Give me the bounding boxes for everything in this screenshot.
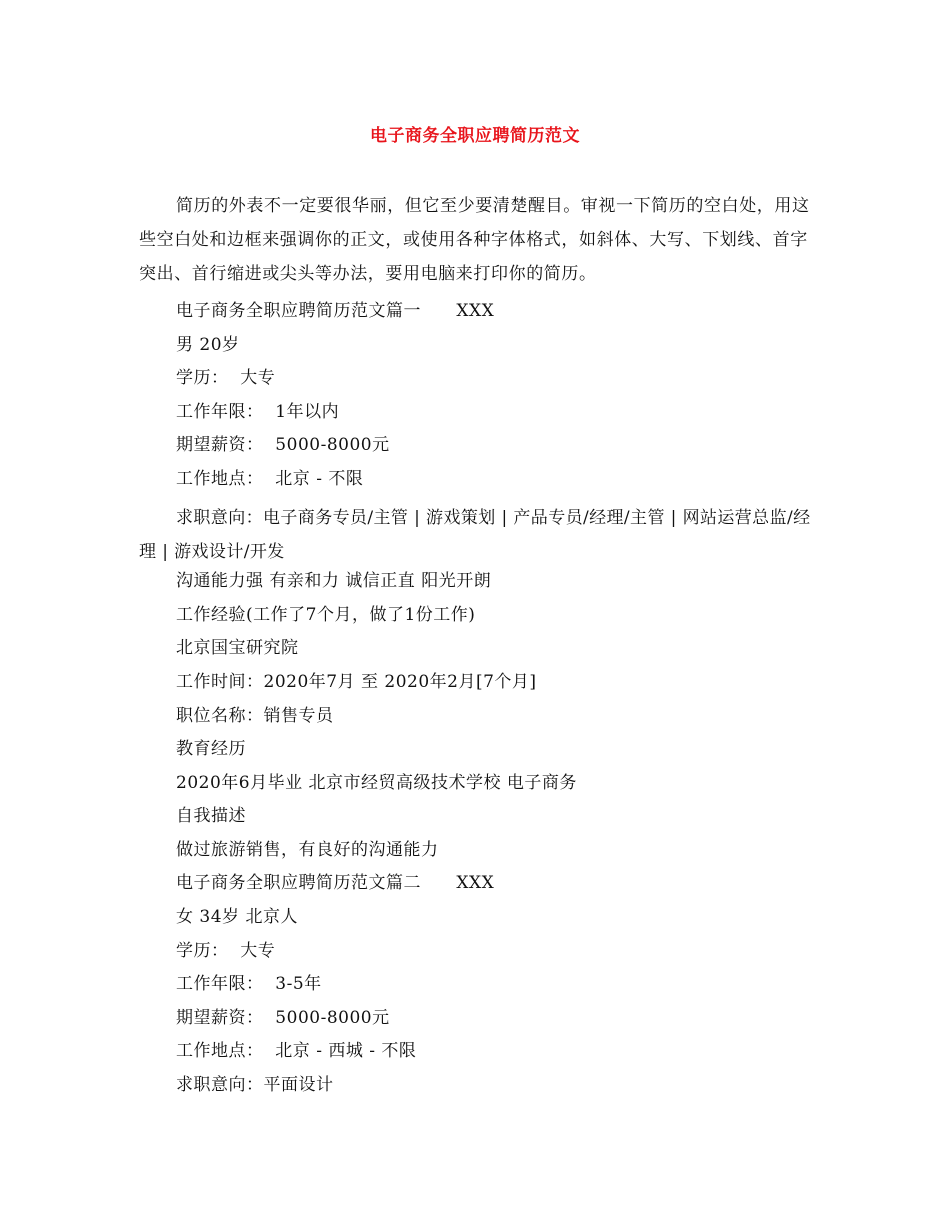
employer-name: 北京国宝研究院 [176, 638, 299, 658]
expected-salary-2: 期望薪资： 5000-8000元 [176, 1008, 390, 1028]
education-2: 学历： 大专 [176, 941, 276, 961]
document-title: 电子商务全职应聘简历范文 [370, 126, 580, 146]
work-location-2: 工作地点： 北京 - 西城 - 不限 [176, 1041, 417, 1061]
section-heading-1: 电子商务全职应聘简历范文篇一 XXX [176, 301, 495, 321]
work-period: 工作时间：2020年7月 至 2020年2月[7个月] [176, 672, 537, 692]
education-heading: 教育经历 [176, 739, 246, 759]
education-1: 学历： 大专 [176, 368, 276, 388]
position-name: 职位名称：销售专员 [176, 706, 334, 726]
work-years-2: 工作年限： 3-5年 [176, 974, 322, 994]
gender-age-1: 男 20岁 [176, 335, 240, 355]
expected-salary-1: 期望薪资： 5000-8000元 [176, 435, 390, 455]
job-intention-2: 求职意向：平面设计 [176, 1075, 334, 1095]
section-heading-2: 电子商务全职应聘简历范文篇二 XXX [176, 873, 495, 893]
job-intention-1: 求职意向：电子商务专员/主管 | 游戏策划 | 产品专员/经理/主管 | 网站运营总监/经理 | 游戏设计/开发 [139, 508, 811, 562]
education-detail: 2020年6月毕业 北京市经贸高级技术学校 电子商务 [176, 773, 577, 793]
work-location-1: 工作地点： 北京 - 不限 [176, 469, 364, 489]
gender-age-2: 女 34岁 北京人 [176, 907, 298, 927]
work-experience-summary: 工作经验(工作了7个月，做了1份工作) [176, 605, 476, 625]
intro-paragraph: 简历的外表不一定要很华丽，但它至少要清楚醒目。审视一下简历的空白处，用这些空白处和边框来强调你的正文，或使用各种字体格式，如斜体、大写、下划线、首字突出、首行缩进或尖头等办法，要用电脑来打印你的简历。 [139, 196, 810, 284]
self-description-text: 做过旅游销售，有良好的沟通能力 [176, 840, 439, 860]
self-description-heading: 自我描述 [176, 806, 246, 826]
personal-traits: 沟通能力强 有亲和力 诚信正直 阳光开朗 [176, 571, 492, 591]
work-years-1: 工作年限： 1年以内 [176, 402, 340, 422]
